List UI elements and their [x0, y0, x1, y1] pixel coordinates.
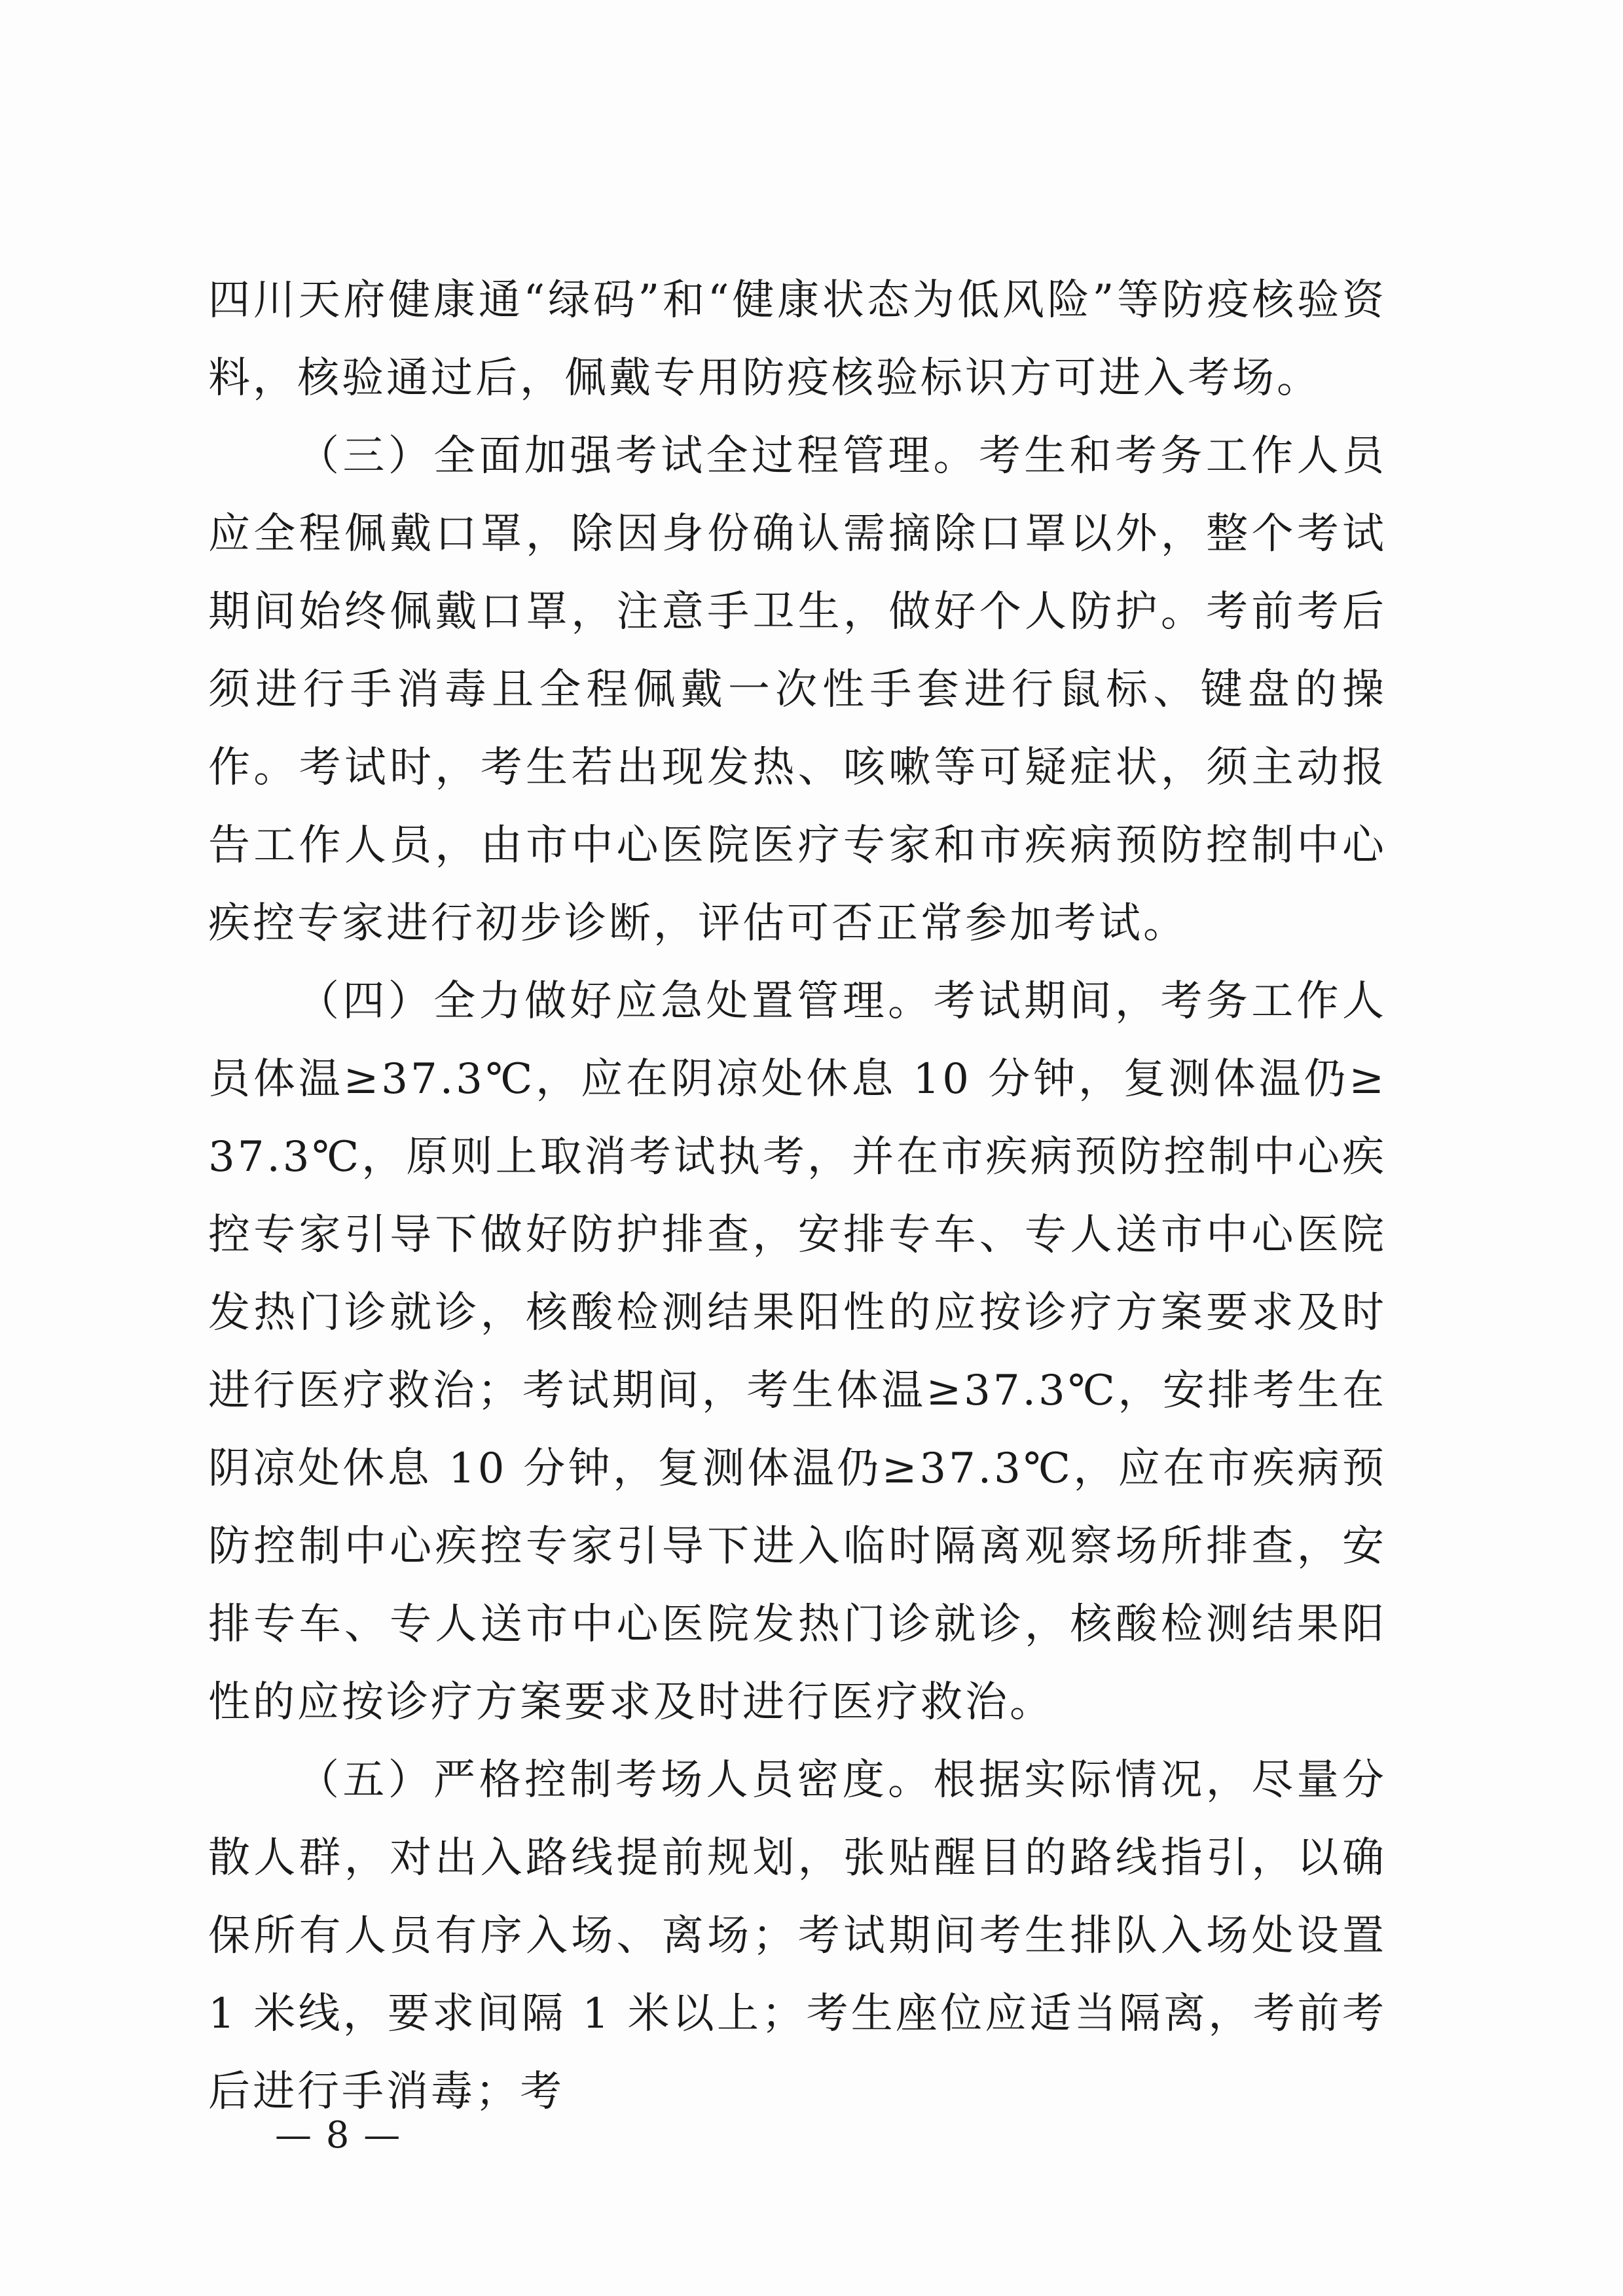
paragraph-continuation: 四川天府健康通“绿码”和“健康状态为低风险”等防疫核验资料，核验通过后，佩戴专用防疫核验标识方可进入考场。: [208, 276, 1387, 403]
paragraph-section-5: （五）严格控制考场人员密度。根据实际情况，尽量分散人群，对出入路线提前规划，张贴醒目的路线指引，以确保所有人员有序入场、离场；考试期间考生排队入场处设置 1 米线，要求间隔 1 米以上；考生座位应适当隔离，考前考后进行手消毒；考: [208, 1756, 1387, 2116]
paragraph-section-4: （四）全力做好应急处置管理。考试期间，考务工作人员体温≥37.3℃，应在阴凉处休息 10 分钟，复测体温仍≥37.3℃，原则上取消考试执考，并在市疾病预防控制中心疾控专家引导下做好防护排查，安排专车、专人送市中心医院发热门诊就诊，核酸检测结果阳性的应按诊疗方案要求及时进行医疗救治；考试期间，考生体温≥37.3℃，安排考生在阴凉处休息 10 分钟，复测体温仍≥37.3℃，应在市疾病预防控制中心疾控专家引导下进入临时隔离观察场所排查，安排专车、专人送市中心医院发热门诊就诊，核酸检测结果阳性的应按诊疗方案要求及时进行医疗救治。: [208, 977, 1387, 1727]
page-number: — 8 —: [275, 2114, 402, 2157]
body-text: [208, 262, 1387, 2131]
paragraph-section-3: （三）全面加强考试全过程管理。考生和考务工作人员应全程佩戴口罩，除因身份确认需摘除口罩以外，整个考试期间始终佩戴口罩，注意手卫生，做好个人防护。考前考后须进行手消毒且全程佩戴一次性手套进行鼠标、键盘的操作。考试时，考生若出现发热、咳嗽等可疑症状，须主动报告工作人员，由市中心医院医疗专家和市疾病预防控制中心疾控专家进行初步诊断，评估可否正常参加考试。: [208, 432, 1387, 948]
